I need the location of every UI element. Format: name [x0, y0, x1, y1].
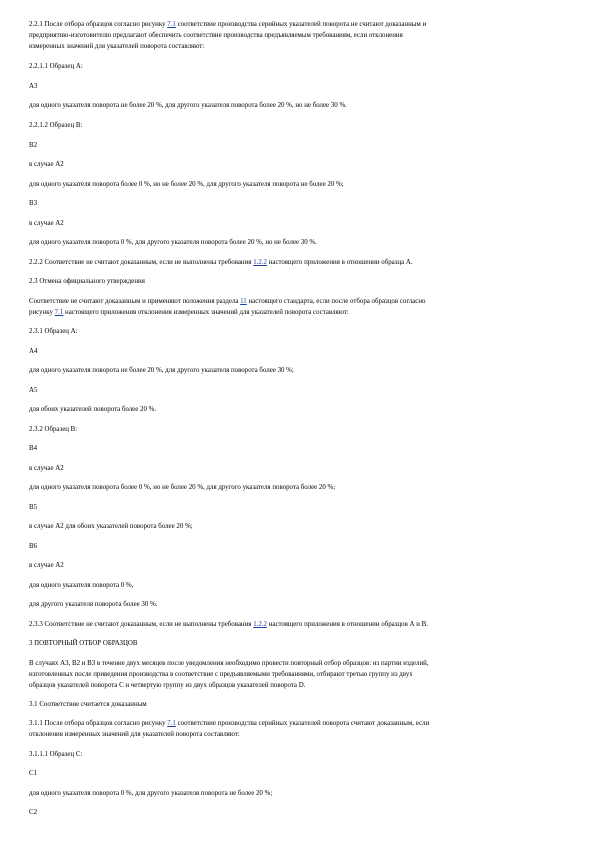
text-b4: для одного указателя поворота более 0 %, но не более 20 %, для другого указателя поворота более 20 %;: [29, 484, 336, 491]
case-b6: в случае А2: [29, 562, 64, 569]
text-b5: в случае А2 для обоих указателей поворота более 20 %;: [29, 523, 193, 530]
para-2-3-3: [29, 620, 428, 629]
label-a4: А4: [29, 348, 38, 355]
label-b6: В6: [29, 543, 38, 550]
label-b2: В2: [29, 142, 38, 149]
heading-2-2-1-2: 2.2.1.2 Образец В:: [29, 122, 83, 129]
label-c2: С2: [29, 809, 38, 816]
heading-3: 3 ПОВТОРНЫЙ ОТБОР ОБРАЗЦОВ: [29, 640, 138, 647]
para-3-line-3: образцов указателей поворота С и четвертую группу из двух образцов указателей поворота D.: [29, 682, 306, 689]
para-2-2-1-line-3: измеренных значений для указателей поворота составляют:: [29, 43, 205, 50]
text-b2: для одного указателя поворота более 0 %, но не более 20 %, для другого указателя поворота не более 20 %;: [29, 181, 344, 188]
para-3-1-1-line-2: отклонения измеренных значений для указателей поворота составляют:: [29, 731, 240, 738]
figure-link[interactable]: 7.1: [54, 309, 64, 316]
text-a5: для обоих указателей поворота более 20 %.: [29, 406, 157, 413]
label-a3: А3: [29, 83, 38, 90]
para-3-1-1-line-1: [29, 719, 429, 728]
heading-2-2-1-1: 2.2.1.1 Образец А:: [29, 63, 83, 70]
label-b5: В5: [29, 504, 38, 511]
text-b6-1: для одного указателя поворота 0 %,: [29, 582, 134, 589]
para-2-2-1-line-1: [29, 20, 426, 29]
text: 3.1.1 После отбора образцов согласно рисунку: [29, 720, 168, 727]
text: 2.2.2 Соответствие не считают доказанным, если не выполнены требования: [29, 259, 254, 266]
text: Соответствие не считают доказанным и применяют положения раздела: [29, 298, 241, 305]
section-link[interactable]: 11: [240, 298, 247, 305]
text: соответствие производства серийных указателей поворота считают доказанным, если: [175, 720, 430, 727]
para-2-3-line-1: [29, 297, 426, 306]
heading-2-3-2: 2.3.2 Образец В:: [29, 426, 78, 433]
para-3-line-2: изготовленных после приведения производства в соответствие с предъявляемыми требованиями, отбирают третью группу из двух: [29, 671, 413, 678]
case-b4: в случае А2: [29, 465, 64, 472]
text-b6-2: для другого указателя поворота более 30 %.: [29, 601, 158, 608]
figure-link[interactable]: 7.1: [167, 720, 176, 727]
label-a5: А5: [29, 387, 38, 394]
text-a3: для одного указателя поворота не более 20 %, для другого указателя поворота более 20 %, но не более 30 %.: [29, 102, 347, 109]
text: настоящего стандарта, если после отбора образцов согласно: [246, 298, 426, 305]
text: настоящего приложения в отношении образца А.: [266, 259, 413, 266]
label-b4: В4: [29, 445, 38, 452]
heading-3-1: 3.1 Соответствие считается доказанным: [29, 701, 147, 708]
text: 2.2.1 После отбора образцов согласно рисунку: [29, 21, 168, 28]
label-c1: С1: [29, 770, 38, 777]
case-b2: в случае А2: [29, 161, 64, 168]
text: 2.3.3 Соответствие не считают доказанным, если не выполнены требования: [29, 621, 254, 628]
section-link[interactable]: 1.2.2: [253, 621, 267, 628]
text-b3: для одного указателя поворота 0 %, для другого указателя поворота более 20 %, но не более 30 %.: [29, 239, 317, 246]
case-b3: в случае А2: [29, 220, 64, 227]
heading-3-1-1-1: 3.1.1.1 Образец С:: [29, 751, 83, 758]
text-a4: для одного указателя поворота не более 20 %, для другого указателя поворота более 30 %;: [29, 367, 294, 374]
para-2-3-line-2: [29, 308, 349, 317]
para-2-2-2: [29, 258, 413, 267]
text: рисунку: [29, 309, 55, 316]
section-link[interactable]: 1.2.2: [253, 259, 267, 266]
heading-2-3: 2.3 Отмена официального утверждения: [29, 278, 145, 285]
text: соответствие производства серийных указателей поворота не считают доказанным и: [175, 21, 427, 28]
text: настоящего приложения отклонения измеренных значений для указателей поворота составляют:: [63, 309, 349, 316]
para-3-line-1: В случаях А3, В2 и В3 в течение двух месяцев после уведомления необходимо провести повторный отбор образцов: из партии изделий,: [29, 660, 429, 667]
para-2-2-1-line-2: предприятию-изготовителю предлагают обеспечить соответствие производства предъявляемым требованиям, если отклонения: [29, 32, 403, 39]
label-b3: В3: [29, 200, 38, 207]
figure-link[interactable]: 7.1: [167, 21, 176, 28]
text-c1: для одного указателя поворота 0 %, для другого указателя поворота не более 20 %;: [29, 790, 273, 797]
heading-2-3-1: 2.3.1 Образец А:: [29, 328, 78, 335]
text: настоящего приложения в отношении образцов А и В.: [266, 621, 428, 628]
